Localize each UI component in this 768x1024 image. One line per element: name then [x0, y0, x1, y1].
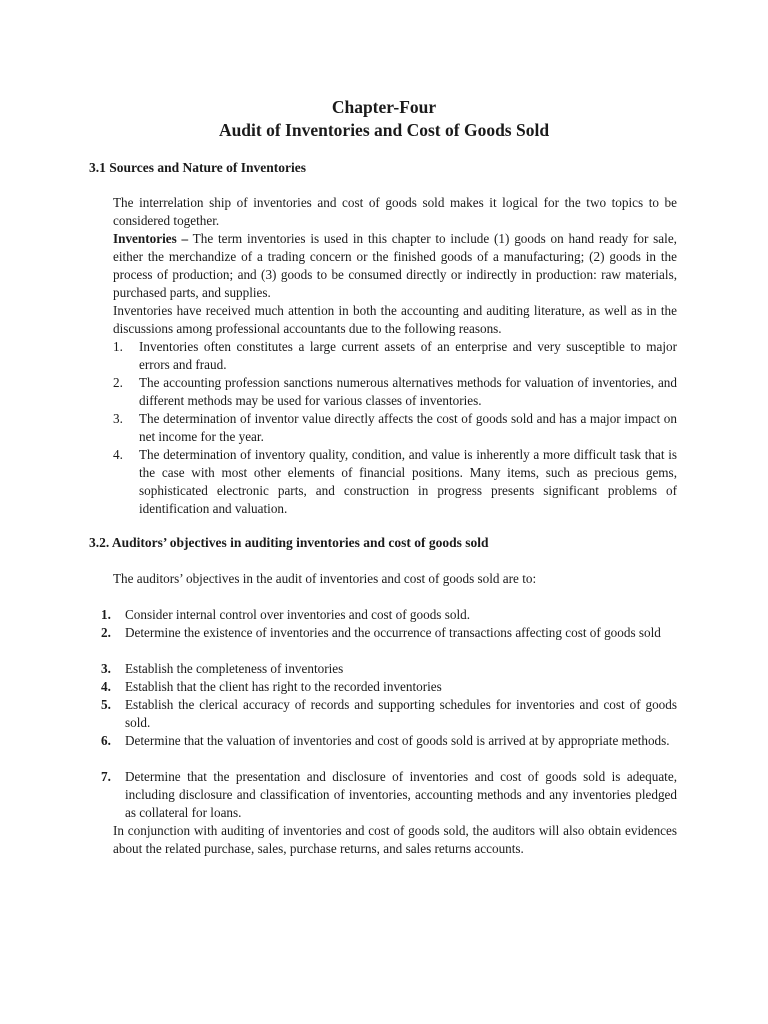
section-2-closing: In conjunction with auditing of inventories and cost of goods sold, the auditors will also obtain evidences about the related purchase, sales, purchase returns, and sales returns accounts.: [113, 823, 677, 856]
objective-item: Determine that the presentation and disclosure of inventories and cost of goods sold is adequate, including disclosure and classification of inventories, accounting methods and any inventories pledged as collateral for loans.: [125, 769, 677, 820]
reason-item: Inventories often constitutes a large current assets of an enterprise and very susceptible to major errors and fraud.: [139, 339, 677, 372]
section-2-heading: 3.2. Auditors’ objectives in auditing inventories and cost of goods sold: [89, 535, 489, 550]
reasons-intro: Inventories have received much attention in both the accounting and auditing literature, as well as in the discussions among professional accountants due to the following reasons.: [113, 303, 677, 336]
section-2-intro: The auditors’ objectives in the audit of inventories and cost of goods sold are to:: [113, 571, 537, 586]
objective-item: Establish the completeness of inventories: [125, 661, 344, 676]
objective-item: Determine the existence of inventories and the occurrence of transactions affecting cost of goods sold: [125, 625, 661, 640]
objective-number: 7.: [101, 769, 111, 784]
objective-number: 3.: [101, 661, 111, 676]
reason-number: 3.: [113, 411, 123, 426]
reason-number: 4.: [113, 447, 123, 462]
objective-item: Establish the clerical accuracy of records and supporting schedules for inventories and cost of goods sold.: [125, 697, 677, 730]
objective-number: 2.: [101, 625, 111, 640]
objective-number: 4.: [101, 679, 111, 694]
objective-item: Establish that the client has right to the recorded inventories: [125, 679, 442, 694]
chapter-subtitle: Audit of Inventories and Cost of Goods Sold: [218, 120, 550, 140]
objective-number: 6.: [101, 733, 111, 748]
reason-item: The determination of inventor value directly affects the cost of goods sold and has a major impact on net income for the year.: [139, 411, 677, 444]
definition-term: Inventories –: [113, 231, 189, 246]
reason-item: The accounting profession sanctions numerous alternatives methods for valuation of inventories, and different methods may be used for various classes of inventories.: [139, 375, 677, 408]
definition-text: The term inventories is used in this chapter to include (1) goods on hand ready for sale, either the merchandize of a trading concern or the finished goods of a manufacturing; (2) goods in the process of production; and (3) goods to be consumed directly or indirectly in production: raw materials, purchased parts, and supplies.: [113, 231, 677, 300]
objective-item: Consider internal control over inventories and cost of goods sold.: [125, 607, 471, 622]
objective-number: 1.: [101, 607, 111, 622]
reason-number: 2.: [113, 375, 123, 390]
chapter-title: Chapter-Four: [331, 97, 437, 117]
objective-number: 5.: [101, 697, 111, 712]
objective-item: Determine that the valuation of inventories and cost of goods sold is arrived at by appropriate methods.: [125, 733, 670, 748]
inventories-definition: [113, 230, 677, 302]
reason-number: 1.: [113, 339, 123, 354]
section-1-heading: 3.1 Sources and Nature of Inventories: [89, 160, 307, 175]
reason-item: The determination of inventory quality, condition, and value is inherently a more difficult task that is the case with most other elements of financial positions. Many items, such as precious gems, sophisticated electronic parts, and construction in progress presents significant problems of identification and valuation.: [139, 447, 677, 516]
section-1-intro: The interrelation ship of inventories and cost of goods sold makes it logical for the two topics to be considered together.: [113, 195, 677, 228]
